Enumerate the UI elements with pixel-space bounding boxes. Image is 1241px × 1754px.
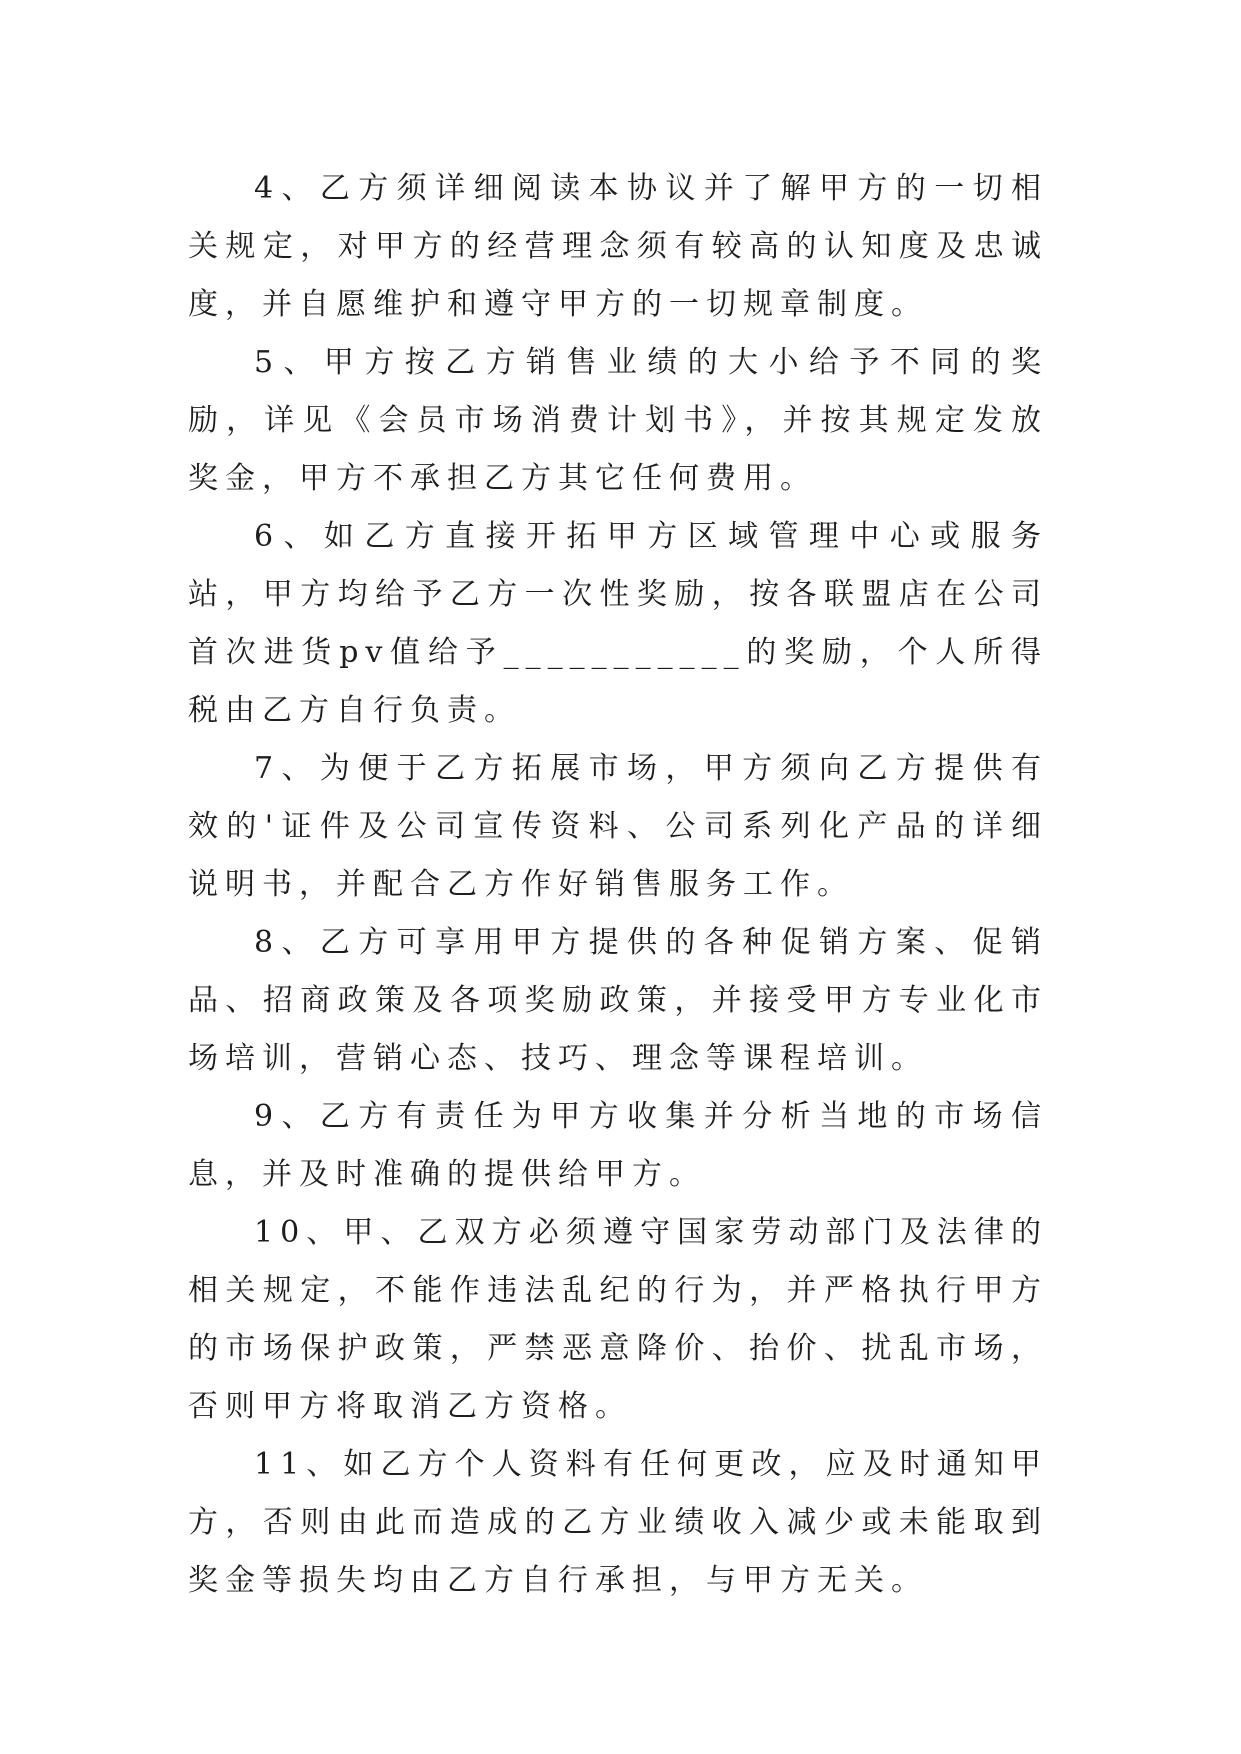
clause-9: 9、乙方有责任为甲方收集并分析当地的市场信息，并及时准确的提供给甲方。: [188, 1099, 1048, 1192]
clause-8: 8、乙方可享用甲方提供的各种促销方案、促销品、招商政策及各项奖励政策，并接受甲方专业化市场培训，营销心态、技巧、理念等课程培训。: [188, 925, 1048, 1076]
clause-11: 11、如乙方个人资料有任何更改，应及时通知甲方，否则由此而造成的乙方业绩收入减少或未能取到奖金等损失均由乙方自行承担，与甲方无关。: [188, 1447, 1048, 1598]
clause-6: 6、如乙方直接开拓甲方区域管理中心或服务站，甲方均给予乙方一次性奖励，按各联盟店在公司首次进货pv值给予___________的奖励，个人所得税由乙方自行负责。: [188, 519, 1048, 728]
clause-5: 5、甲方按乙方销售业绩的大小给予不同的奖励，详见《会员市场消费计划书》，并按其规定发放奖金，甲方不承担乙方其它任何费用。: [188, 345, 1048, 496]
clause-4: 4、乙方须详细阅读本协议并了解甲方的一切相关规定，对甲方的经营理念须有较高的认知度及忠诚度，并自愿维护和遵守甲方的一切规章制度。: [188, 171, 1048, 322]
clause-10: 10、甲、乙双方必须遵守国家劳动部门及法律的相关规定，不能作违法乱纪的行为，并严格执行甲方的市场保护政策，严禁恶意降价、抬价、扰乱市场，否则甲方将取消乙方资格。: [188, 1215, 1048, 1424]
document-body: [188, 160, 1048, 1610]
clause-7: 7、为便于乙方拓展市场，甲方须向乙方提供有效的'证件及公司宣传资料、公司系列化产品的详细说明书，并配合乙方作好销售服务工作。: [188, 751, 1048, 902]
